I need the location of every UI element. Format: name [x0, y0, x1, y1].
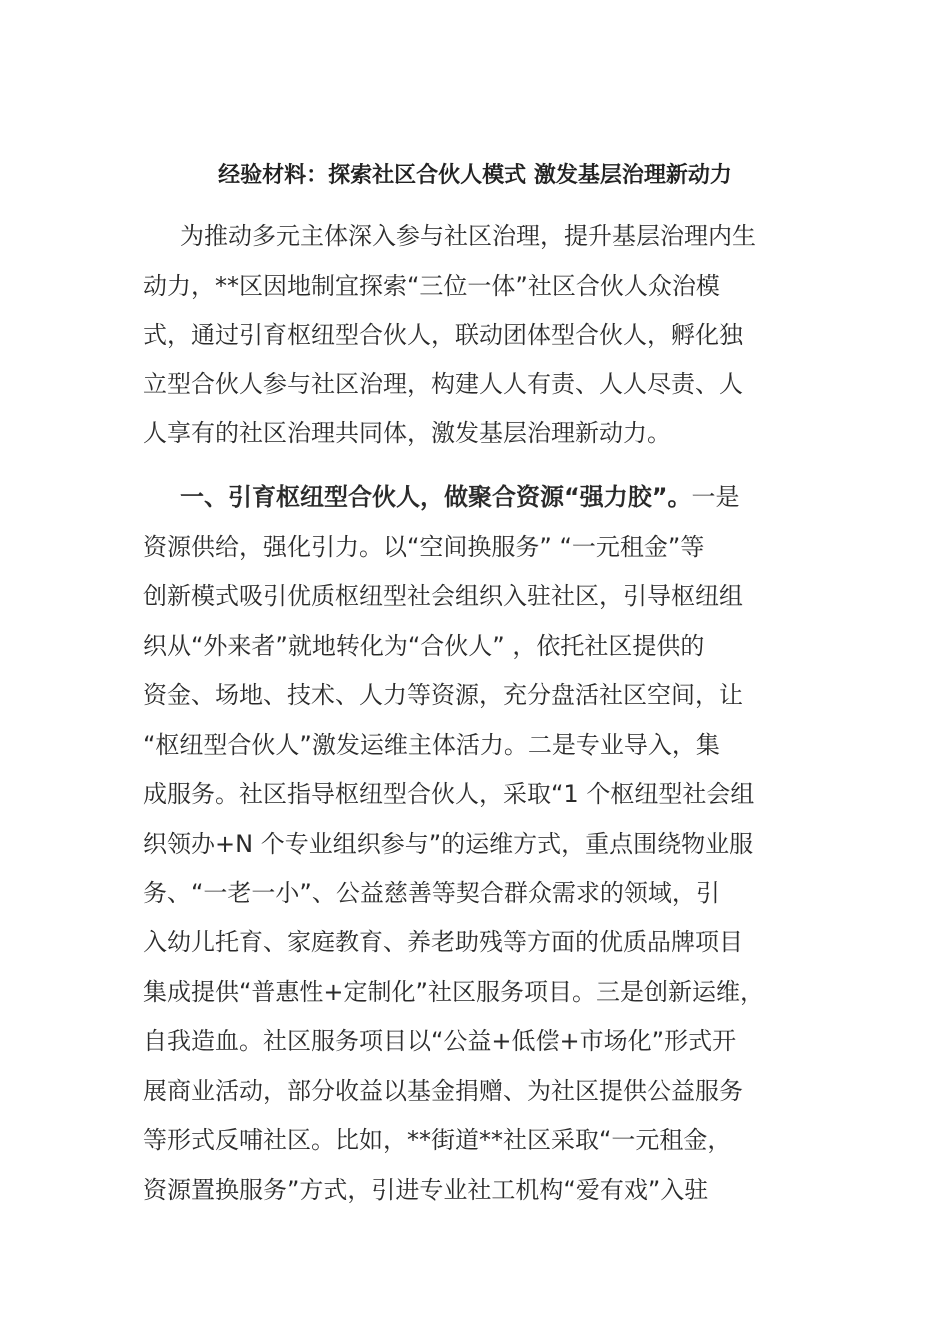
section1-line-14: 资源置换服务”方式，引进专业社工机构“爱有戏”入驻	[143, 1176, 709, 1204]
section1-line-12: 展商业活动，部分收益以基金捐赠、为社区提供公益服务	[143, 1077, 743, 1105]
intro-line-4: 立型合伙人参与社区治理，构建人人有责、人人尽责、人	[143, 370, 743, 398]
section1-line-6: 成服务。社区指导枢纽型合伙人，采取“1 个枢纽型社会组	[143, 780, 755, 808]
intro-line-1: 为推动多元主体深入参与社区治理，提升基层治理内生	[180, 222, 756, 250]
section1-heading-tail: 一是	[691, 483, 740, 511]
section1-line-4: 资金、场地、技术、人力等资源，充分盘活社区空间，让	[143, 681, 743, 709]
section1-line-7: 织领办+N 个专业组织参与”的运维方式，重点围绕物业服	[143, 830, 754, 858]
section1-line-1: 资源供给，强化引力。以“空间换服务” “一元租金”等	[143, 533, 705, 561]
section1-line-2: 创新模式吸引优质枢纽型社会组织入驻社区，引导枢纽组	[143, 582, 743, 610]
section1-line-3: 织从“外来者”就地转化为“合伙人” ，依托社区提供的	[143, 632, 705, 660]
section1-line-10: 集成提供“普惠性+定制化”社区服务项目。三是创新运维，	[143, 978, 764, 1006]
section1-line-5: “枢纽型合伙人”激发运维主体活力。二是专业导入，集	[143, 731, 720, 759]
intro-line-3: 式，通过引育枢纽型合伙人，联动团体型合伙人，孵化独	[143, 321, 743, 349]
document-title: 经验材料：探索社区合伙人模式 激发基层治理新动力	[218, 163, 732, 188]
section1-line-8: 务、“一老一小”、公益慈善等契合群众需求的领域，引	[143, 879, 720, 907]
intro-line-2: 动力，**区因地制宜探索“三位一体”社区合伙人众治模	[143, 272, 720, 300]
section1-line-9: 入幼儿托育、家庭教育、养老助残等方面的优质品牌项目	[143, 928, 743, 956]
intro-line-5: 人享有的社区治理共同体，激发基层治理新动力。	[143, 419, 671, 447]
section1-first-line	[180, 479, 740, 515]
section1-line-11: 自我造血。社区服务项目以“公益+低偿+市场化”形式开	[143, 1027, 737, 1055]
section1-line-13: 等形式反哺社区。比如，**街道**社区采取“一元租金，	[143, 1126, 732, 1154]
section1-heading: 一、引育枢纽型合伙人，做聚合资源“强力胶”。	[180, 483, 692, 511]
